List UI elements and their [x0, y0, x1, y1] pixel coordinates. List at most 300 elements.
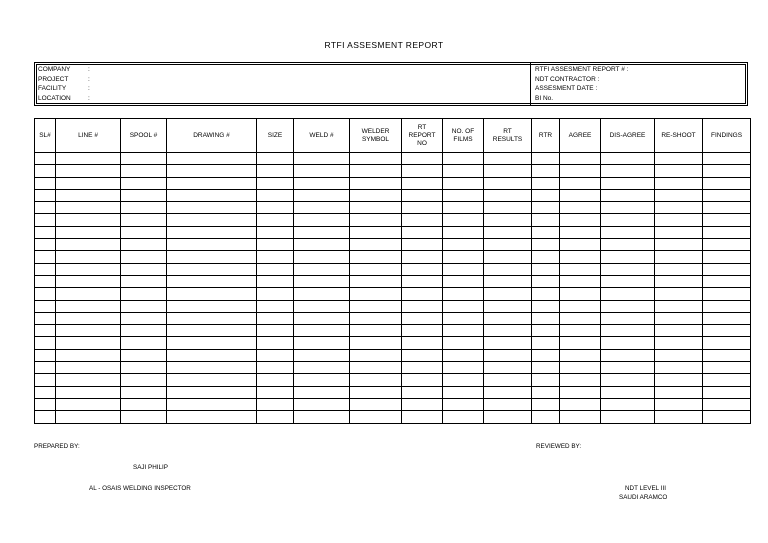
- table-cell[interactable]: [402, 239, 443, 251]
- table-cell[interactable]: [56, 153, 121, 165]
- table-cell[interactable]: [35, 263, 56, 275]
- table-cell[interactable]: [56, 202, 121, 214]
- table-cell[interactable]: [443, 337, 484, 349]
- table-cell[interactable]: [532, 349, 560, 361]
- table-cell[interactable]: [350, 374, 402, 386]
- table-cell[interactable]: [257, 263, 294, 275]
- table-cell[interactable]: [167, 300, 257, 312]
- table-cell[interactable]: [402, 312, 443, 324]
- table-cell[interactable]: [35, 374, 56, 386]
- table-cell[interactable]: [484, 251, 532, 263]
- table-cell[interactable]: [56, 325, 121, 337]
- table-cell[interactable]: [443, 275, 484, 287]
- table-cell[interactable]: [35, 239, 56, 251]
- table-cell[interactable]: [484, 398, 532, 410]
- table-cell[interactable]: [484, 214, 532, 226]
- table-cell[interactable]: [703, 165, 751, 177]
- table-cell[interactable]: [35, 226, 56, 238]
- table-cell[interactable]: [532, 239, 560, 251]
- table-cell[interactable]: [703, 214, 751, 226]
- table-cell[interactable]: [350, 411, 402, 423]
- table-cell[interactable]: [484, 374, 532, 386]
- table-cell[interactable]: [443, 288, 484, 300]
- table-cell[interactable]: [350, 312, 402, 324]
- table-cell[interactable]: [121, 177, 167, 189]
- table-cell[interactable]: [350, 189, 402, 201]
- table-cell[interactable]: [167, 165, 257, 177]
- table-cell[interactable]: [350, 300, 402, 312]
- table-cell[interactable]: [167, 349, 257, 361]
- table-cell[interactable]: [257, 411, 294, 423]
- table-cell[interactable]: [560, 189, 601, 201]
- table-cell[interactable]: [257, 275, 294, 287]
- table-cell[interactable]: [532, 337, 560, 349]
- table-cell[interactable]: [655, 386, 703, 398]
- table-cell[interactable]: [402, 263, 443, 275]
- table-cell[interactable]: [35, 398, 56, 410]
- table-cell[interactable]: [443, 214, 484, 226]
- table-cell[interactable]: [121, 189, 167, 201]
- table-cell[interactable]: [560, 362, 601, 374]
- table-cell[interactable]: [294, 226, 350, 238]
- table-cell[interactable]: [35, 362, 56, 374]
- table-cell[interactable]: [655, 337, 703, 349]
- table-cell[interactable]: [484, 337, 532, 349]
- table-cell[interactable]: [56, 251, 121, 263]
- table-cell[interactable]: [402, 177, 443, 189]
- table-cell[interactable]: [703, 398, 751, 410]
- table-cell[interactable]: [655, 300, 703, 312]
- table-cell[interactable]: [443, 202, 484, 214]
- table-cell[interactable]: [167, 214, 257, 226]
- table-cell[interactable]: [402, 411, 443, 423]
- table-cell[interactable]: [294, 165, 350, 177]
- table-cell[interactable]: [532, 300, 560, 312]
- table-cell[interactable]: [560, 349, 601, 361]
- table-cell[interactable]: [402, 325, 443, 337]
- table-cell[interactable]: [655, 251, 703, 263]
- table-cell[interactable]: [560, 398, 601, 410]
- table-cell[interactable]: [402, 251, 443, 263]
- table-cell[interactable]: [56, 411, 121, 423]
- table-cell[interactable]: [294, 325, 350, 337]
- table-cell[interactable]: [601, 398, 655, 410]
- table-cell[interactable]: [703, 349, 751, 361]
- table-cell[interactable]: [402, 189, 443, 201]
- table-cell[interactable]: [560, 263, 601, 275]
- table-cell[interactable]: [56, 349, 121, 361]
- table-cell[interactable]: [257, 386, 294, 398]
- table-cell[interactable]: [655, 275, 703, 287]
- table-cell[interactable]: [35, 177, 56, 189]
- table-cell[interactable]: [350, 239, 402, 251]
- table-cell[interactable]: [484, 226, 532, 238]
- table-cell[interactable]: [35, 337, 56, 349]
- table-cell[interactable]: [56, 398, 121, 410]
- table-cell[interactable]: [294, 263, 350, 275]
- table-cell[interactable]: [56, 177, 121, 189]
- table-cell[interactable]: [703, 226, 751, 238]
- table-cell[interactable]: [350, 275, 402, 287]
- table-cell[interactable]: [703, 325, 751, 337]
- table-cell[interactable]: [703, 362, 751, 374]
- table-cell[interactable]: [350, 288, 402, 300]
- table-cell[interactable]: [703, 288, 751, 300]
- table-cell[interactable]: [121, 374, 167, 386]
- table-cell[interactable]: [484, 362, 532, 374]
- table-cell[interactable]: [601, 214, 655, 226]
- table-cell[interactable]: [703, 153, 751, 165]
- table-cell[interactable]: [350, 251, 402, 263]
- table-cell[interactable]: [601, 165, 655, 177]
- table-cell[interactable]: [294, 202, 350, 214]
- table-cell[interactable]: [560, 251, 601, 263]
- table-cell[interactable]: [601, 263, 655, 275]
- table-cell[interactable]: [350, 337, 402, 349]
- table-cell[interactable]: [350, 214, 402, 226]
- table-cell[interactable]: [655, 374, 703, 386]
- table-cell[interactable]: [532, 214, 560, 226]
- table-cell[interactable]: [35, 189, 56, 201]
- table-cell[interactable]: [601, 189, 655, 201]
- table-cell[interactable]: [532, 398, 560, 410]
- table-cell[interactable]: [56, 374, 121, 386]
- table-cell[interactable]: [56, 300, 121, 312]
- table-cell[interactable]: [484, 312, 532, 324]
- table-cell[interactable]: [601, 325, 655, 337]
- table-cell[interactable]: [532, 177, 560, 189]
- table-cell[interactable]: [350, 153, 402, 165]
- table-cell[interactable]: [402, 202, 443, 214]
- table-cell[interactable]: [560, 202, 601, 214]
- table-cell[interactable]: [402, 300, 443, 312]
- table-cell[interactable]: [121, 239, 167, 251]
- table-cell[interactable]: [532, 165, 560, 177]
- table-cell[interactable]: [56, 312, 121, 324]
- table-cell[interactable]: [35, 300, 56, 312]
- table-cell[interactable]: [484, 239, 532, 251]
- table-cell[interactable]: [443, 226, 484, 238]
- table-cell[interactable]: [167, 202, 257, 214]
- table-cell[interactable]: [294, 189, 350, 201]
- table-cell[interactable]: [35, 312, 56, 324]
- table-cell[interactable]: [443, 263, 484, 275]
- table-cell[interactable]: [294, 398, 350, 410]
- table-cell[interactable]: [601, 362, 655, 374]
- table-cell[interactable]: [601, 411, 655, 423]
- table-cell[interactable]: [257, 300, 294, 312]
- table-cell[interactable]: [655, 177, 703, 189]
- table-cell[interactable]: [257, 226, 294, 238]
- table-cell[interactable]: [655, 165, 703, 177]
- table-cell[interactable]: [655, 325, 703, 337]
- table-cell[interactable]: [257, 325, 294, 337]
- table-cell[interactable]: [532, 226, 560, 238]
- table-cell[interactable]: [56, 165, 121, 177]
- table-cell[interactable]: [484, 177, 532, 189]
- table-cell[interactable]: [167, 263, 257, 275]
- table-cell[interactable]: [443, 362, 484, 374]
- table-cell[interactable]: [655, 312, 703, 324]
- table-cell[interactable]: [167, 362, 257, 374]
- table-cell[interactable]: [294, 288, 350, 300]
- table-cell[interactable]: [443, 325, 484, 337]
- table-cell[interactable]: [560, 239, 601, 251]
- table-cell[interactable]: [443, 374, 484, 386]
- table-cell[interactable]: [121, 349, 167, 361]
- table-cell[interactable]: [655, 411, 703, 423]
- table-cell[interactable]: [56, 337, 121, 349]
- table-cell[interactable]: [532, 288, 560, 300]
- table-cell[interactable]: [703, 337, 751, 349]
- table-cell[interactable]: [294, 300, 350, 312]
- table-cell[interactable]: [655, 398, 703, 410]
- table-cell[interactable]: [257, 165, 294, 177]
- table-cell[interactable]: [532, 411, 560, 423]
- table-cell[interactable]: [601, 239, 655, 251]
- table-cell[interactable]: [532, 312, 560, 324]
- table-cell[interactable]: [703, 386, 751, 398]
- table-cell[interactable]: [121, 312, 167, 324]
- table-cell[interactable]: [601, 226, 655, 238]
- table-cell[interactable]: [350, 386, 402, 398]
- table-cell[interactable]: [402, 374, 443, 386]
- table-cell[interactable]: [257, 398, 294, 410]
- table-cell[interactable]: [532, 153, 560, 165]
- table-cell[interactable]: [167, 288, 257, 300]
- table-cell[interactable]: [294, 312, 350, 324]
- table-cell[interactable]: [35, 411, 56, 423]
- table-cell[interactable]: [257, 288, 294, 300]
- table-cell[interactable]: [402, 226, 443, 238]
- table-cell[interactable]: [294, 337, 350, 349]
- table-cell[interactable]: [402, 386, 443, 398]
- table-cell[interactable]: [257, 251, 294, 263]
- table-cell[interactable]: [443, 165, 484, 177]
- table-cell[interactable]: [294, 386, 350, 398]
- table-cell[interactable]: [121, 263, 167, 275]
- table-cell[interactable]: [121, 411, 167, 423]
- table-cell[interactable]: [167, 411, 257, 423]
- table-cell[interactable]: [532, 374, 560, 386]
- table-cell[interactable]: [443, 300, 484, 312]
- table-cell[interactable]: [294, 362, 350, 374]
- table-cell[interactable]: [56, 386, 121, 398]
- table-cell[interactable]: [350, 202, 402, 214]
- table-cell[interactable]: [655, 214, 703, 226]
- table-cell[interactable]: [601, 153, 655, 165]
- table-cell[interactable]: [601, 374, 655, 386]
- table-cell[interactable]: [443, 239, 484, 251]
- table-cell[interactable]: [167, 312, 257, 324]
- table-cell[interactable]: [402, 153, 443, 165]
- table-cell[interactable]: [601, 202, 655, 214]
- table-cell[interactable]: [350, 362, 402, 374]
- table-cell[interactable]: [35, 386, 56, 398]
- table-cell[interactable]: [402, 275, 443, 287]
- table-cell[interactable]: [56, 288, 121, 300]
- table-cell[interactable]: [257, 153, 294, 165]
- table-cell[interactable]: [257, 374, 294, 386]
- table-cell[interactable]: [121, 202, 167, 214]
- table-cell[interactable]: [294, 177, 350, 189]
- table-cell[interactable]: [601, 275, 655, 287]
- table-cell[interactable]: [484, 202, 532, 214]
- table-cell[interactable]: [484, 411, 532, 423]
- table-cell[interactable]: [532, 386, 560, 398]
- table-cell[interactable]: [484, 263, 532, 275]
- table-cell[interactable]: [35, 153, 56, 165]
- table-cell[interactable]: [121, 300, 167, 312]
- table-cell[interactable]: [560, 337, 601, 349]
- table-cell[interactable]: [294, 411, 350, 423]
- table-cell[interactable]: [257, 177, 294, 189]
- table-cell[interactable]: [257, 239, 294, 251]
- table-cell[interactable]: [601, 288, 655, 300]
- table-cell[interactable]: [257, 362, 294, 374]
- table-cell[interactable]: [560, 411, 601, 423]
- table-cell[interactable]: [402, 214, 443, 226]
- table-cell[interactable]: [484, 325, 532, 337]
- table-cell[interactable]: [402, 349, 443, 361]
- table-cell[interactable]: [703, 189, 751, 201]
- table-cell[interactable]: [703, 300, 751, 312]
- table-cell[interactable]: [350, 177, 402, 189]
- table-cell[interactable]: [703, 275, 751, 287]
- table-cell[interactable]: [121, 325, 167, 337]
- table-cell[interactable]: [167, 239, 257, 251]
- table-cell[interactable]: [350, 398, 402, 410]
- table-cell[interactable]: [532, 362, 560, 374]
- table-cell[interactable]: [560, 386, 601, 398]
- table-cell[interactable]: [655, 226, 703, 238]
- table-cell[interactable]: [560, 226, 601, 238]
- table-cell[interactable]: [532, 325, 560, 337]
- table-cell[interactable]: [484, 300, 532, 312]
- table-cell[interactable]: [484, 165, 532, 177]
- table-cell[interactable]: [601, 251, 655, 263]
- table-cell[interactable]: [703, 374, 751, 386]
- table-cell[interactable]: [121, 251, 167, 263]
- table-cell[interactable]: [560, 288, 601, 300]
- table-cell[interactable]: [121, 337, 167, 349]
- table-cell[interactable]: [350, 226, 402, 238]
- table-cell[interactable]: [655, 153, 703, 165]
- table-cell[interactable]: [655, 263, 703, 275]
- table-cell[interactable]: [560, 275, 601, 287]
- table-cell[interactable]: [56, 226, 121, 238]
- table-cell[interactable]: [484, 288, 532, 300]
- table-cell[interactable]: [167, 386, 257, 398]
- table-cell[interactable]: [443, 153, 484, 165]
- table-cell[interactable]: [294, 251, 350, 263]
- table-cell[interactable]: [703, 312, 751, 324]
- table-cell[interactable]: [443, 398, 484, 410]
- table-cell[interactable]: [655, 189, 703, 201]
- table-cell[interactable]: [35, 288, 56, 300]
- table-cell[interactable]: [167, 275, 257, 287]
- table-cell[interactable]: [532, 275, 560, 287]
- table-cell[interactable]: [350, 349, 402, 361]
- table-cell[interactable]: [443, 386, 484, 398]
- table-cell[interactable]: [167, 325, 257, 337]
- table-cell[interactable]: [167, 153, 257, 165]
- table-cell[interactable]: [56, 362, 121, 374]
- table-cell[interactable]: [257, 349, 294, 361]
- table-cell[interactable]: [121, 288, 167, 300]
- table-cell[interactable]: [601, 300, 655, 312]
- table-cell[interactable]: [35, 325, 56, 337]
- table-cell[interactable]: [655, 202, 703, 214]
- table-cell[interactable]: [167, 177, 257, 189]
- table-cell[interactable]: [560, 374, 601, 386]
- table-cell[interactable]: [35, 165, 56, 177]
- table-cell[interactable]: [402, 362, 443, 374]
- table-cell[interactable]: [402, 337, 443, 349]
- table-cell[interactable]: [484, 153, 532, 165]
- table-cell[interactable]: [402, 165, 443, 177]
- table-cell[interactable]: [257, 214, 294, 226]
- table-cell[interactable]: [56, 275, 121, 287]
- table-cell[interactable]: [35, 275, 56, 287]
- table-cell[interactable]: [167, 251, 257, 263]
- table-cell[interactable]: [443, 177, 484, 189]
- table-cell[interactable]: [294, 153, 350, 165]
- table-cell[interactable]: [703, 411, 751, 423]
- table-cell[interactable]: [484, 349, 532, 361]
- table-cell[interactable]: [484, 189, 532, 201]
- table-cell[interactable]: [601, 349, 655, 361]
- table-cell[interactable]: [121, 275, 167, 287]
- table-cell[interactable]: [257, 189, 294, 201]
- table-cell[interactable]: [560, 177, 601, 189]
- table-cell[interactable]: [167, 226, 257, 238]
- table-cell[interactable]: [655, 239, 703, 251]
- table-cell[interactable]: [655, 349, 703, 361]
- table-cell[interactable]: [703, 251, 751, 263]
- table-cell[interactable]: [257, 337, 294, 349]
- table-cell[interactable]: [294, 214, 350, 226]
- table-cell[interactable]: [167, 374, 257, 386]
- table-cell[interactable]: [294, 275, 350, 287]
- table-cell[interactable]: [257, 312, 294, 324]
- table-cell[interactable]: [601, 312, 655, 324]
- table-cell[interactable]: [560, 325, 601, 337]
- table-cell[interactable]: [560, 153, 601, 165]
- table-cell[interactable]: [350, 165, 402, 177]
- table-cell[interactable]: [532, 189, 560, 201]
- table-cell[interactable]: [703, 202, 751, 214]
- table-cell[interactable]: [294, 374, 350, 386]
- table-cell[interactable]: [167, 189, 257, 201]
- table-cell[interactable]: [56, 263, 121, 275]
- table-cell[interactable]: [655, 362, 703, 374]
- table-cell[interactable]: [56, 189, 121, 201]
- table-cell[interactable]: [560, 312, 601, 324]
- table-cell[interactable]: [167, 398, 257, 410]
- table-cell[interactable]: [294, 239, 350, 251]
- table-cell[interactable]: [703, 177, 751, 189]
- table-cell[interactable]: [443, 189, 484, 201]
- table-cell[interactable]: [350, 263, 402, 275]
- table-cell[interactable]: [121, 362, 167, 374]
- table-cell[interactable]: [560, 300, 601, 312]
- table-cell[interactable]: [350, 325, 402, 337]
- table-cell[interactable]: [703, 263, 751, 275]
- table-cell[interactable]: [601, 337, 655, 349]
- table-cell[interactable]: [121, 165, 167, 177]
- table-cell[interactable]: [121, 398, 167, 410]
